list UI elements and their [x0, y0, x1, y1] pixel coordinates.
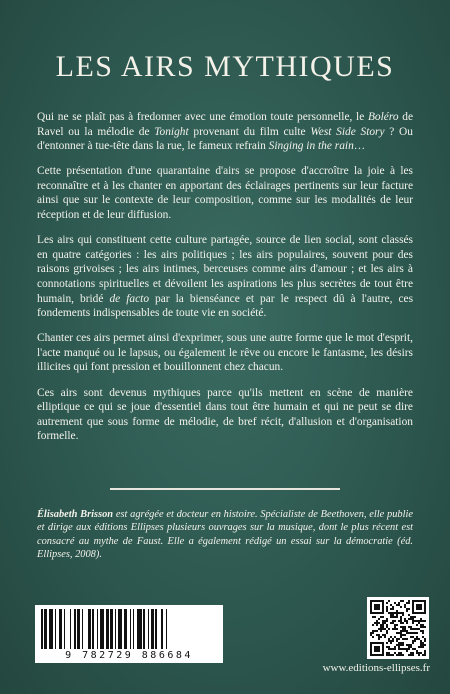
blurb-paragraph	[37, 331, 413, 375]
qr-code-graphic	[370, 600, 426, 656]
text-run: Les airs qui constituent cette culture partagée, source de lien social, sont classés en quatre catégories : les airs politiques ; les airs populaires, souvent pour des raisons grivoises ; les airs intimes, berceuses comme airs d'amour ; et les airs à connotations spirituelles et dévoilent les aspirations les plus secrètes de tout être humain, bridé	[37, 234, 413, 305]
text-run: …	[353, 140, 366, 153]
divider	[110, 488, 340, 490]
italic-title: Boléro	[367, 111, 399, 123]
barcode	[35, 605, 223, 663]
text-run: par la bienséance et par le respect dû à l'autre, ces fondements indispensables de toute vie en société.	[37, 292, 414, 320]
publisher-website[interactable]: www.editions-ellipses.fr	[322, 662, 430, 674]
barcode-bars	[41, 609, 217, 649]
qr-code-icon[interactable]	[367, 597, 429, 659]
blurb	[37, 110, 413, 454]
text-run: Chanter ces airs permet ainsi d'exprimer, sous une autre forme que le mot d'esprit, l'acte manqué ou le lapsus, ou également le rêve ou encore le fantasme, les désirs illicites qui font pression et bouillonnent chez chacun.	[37, 332, 413, 374]
text-run: de Ravel ou la mélodie de	[37, 111, 413, 138]
blurb-paragraph	[37, 233, 413, 321]
author-bio	[37, 508, 413, 562]
italic-title: West Side Story	[310, 125, 385, 138]
text-run: ? Ou d'entonner à tue-tête dans la rue, le fameux refrain	[37, 125, 413, 153]
blurb-paragraph	[37, 164, 413, 222]
text-run: provenant du film culte	[188, 125, 311, 138]
isbn-number: 9 782729 886684	[65, 650, 193, 661]
italic-title: Singing in the rain	[268, 140, 354, 153]
blurb-paragraph	[37, 386, 413, 444]
text-run: Qui ne se plaît pas à fredonner avec une émotion toute personnelle, le	[37, 111, 368, 123]
author-bio-text: est agrégée et docteur en histoire. Spécialiste de Beethoven, elle publie et dirige aux éditions Ellipses plusieurs ouvrages sur la musique, dont le plus récent est consacré au mythe de Faust. Elle a également rédigé un essai sur la démocratie (éd. Ellipses, 2008).	[37, 509, 413, 561]
italic-title: Tonight	[154, 125, 189, 138]
text-run: Cette présentation d'une quarantaine d'airs se propose d'accroître la joie à les reconnaître et à les chanter en apportant des éclairages pertinents sur leur facture ainsi que sur le contexte de leur composition, comme sur les modalités de leur réception et de leur diffusion.	[37, 165, 413, 222]
text-run: Ces airs sont devenus mythiques parce qu'ils mettent en scène de manière elliptique ce qui se joue d'essentiel dans tout être humain et qui ne peut se dire autrement que sous forme de mélodie, de bref récit, d'allusion et d'organisation formelle.	[37, 386, 413, 443]
italic-title: de facto	[109, 292, 150, 305]
blurb-paragraph	[37, 110, 413, 154]
book-title: LES AIRS MYTHIQUES	[55, 50, 395, 83]
author-name: Élisabeth Brisson	[37, 509, 114, 520]
